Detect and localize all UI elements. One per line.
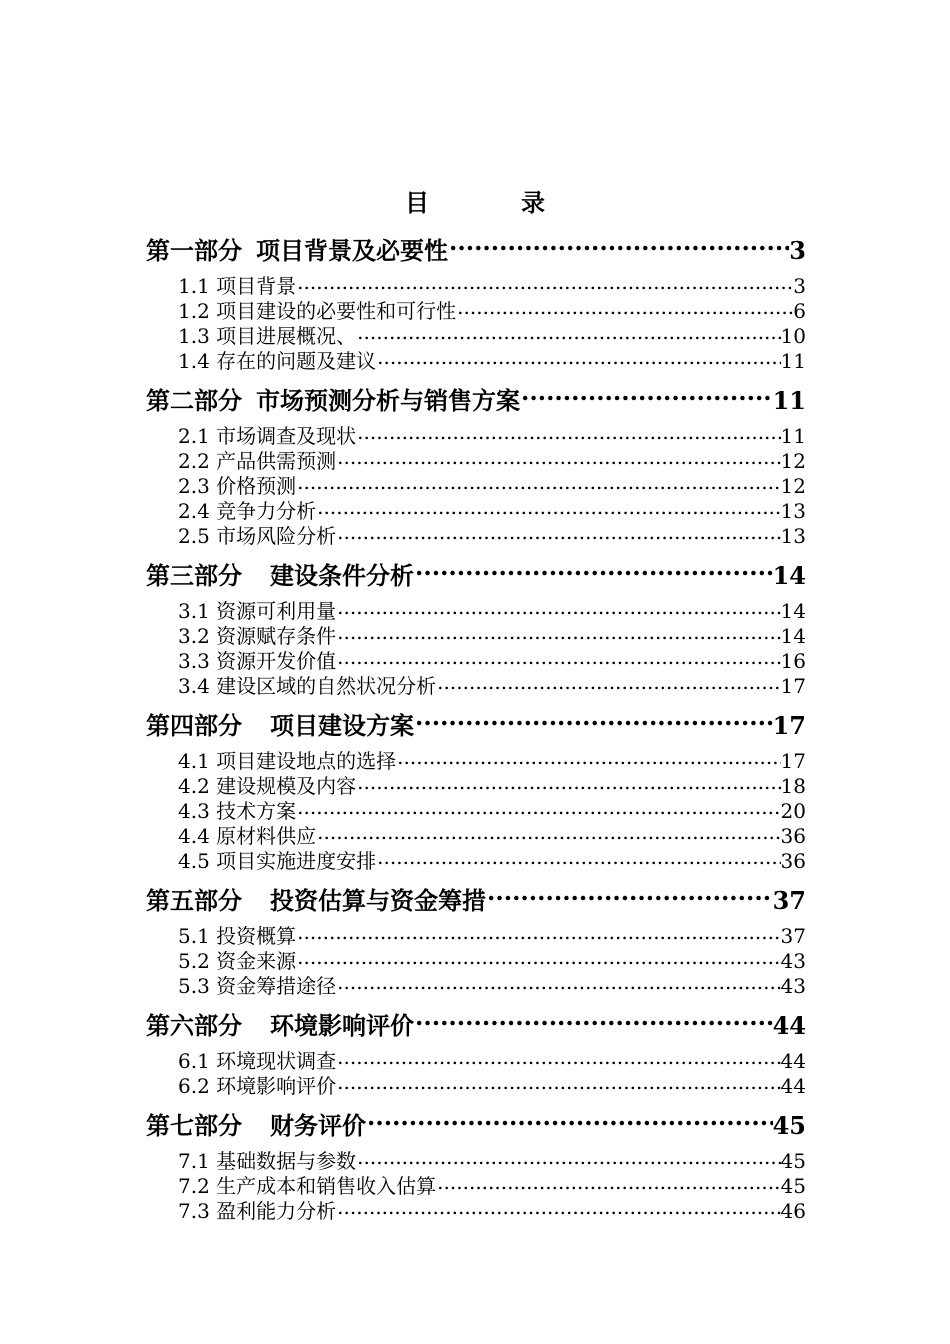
toc-section-entry[interactable] [178, 349, 806, 374]
toc-section-label: 3.1 资源可利用量 [178, 599, 337, 623]
toc-section-label: 7.3 盈利能力分析 [178, 1199, 337, 1223]
toc-section-entry[interactable] [178, 1199, 806, 1224]
dot-leader [366, 1105, 773, 1147]
toc-section-entry[interactable] [178, 749, 806, 774]
toc-page-number: 14 [780, 624, 806, 648]
toc-section-label: 3.3 资源开发价值 [178, 649, 337, 673]
toc-section-list [146, 1049, 806, 1099]
toc-section-label: 7.1 基础数据与参数 [178, 1149, 357, 1173]
dot-leader [336, 1199, 780, 1224]
toc-page-number: 44 [780, 1049, 806, 1073]
toc-part-number: 第六部分 [146, 1011, 242, 1040]
toc-section-entry[interactable] [178, 449, 806, 474]
toc-page-number: 43 [780, 974, 806, 998]
toc-section-entry[interactable] [178, 624, 806, 649]
toc-section-entry[interactable] [178, 424, 806, 449]
dot-leader [296, 924, 780, 949]
table-of-contents [146, 228, 806, 1228]
dot-leader [336, 1074, 780, 1099]
toc-page-number: 6 [793, 299, 806, 323]
toc-part-heading[interactable] [146, 1003, 806, 1047]
toc-part [146, 703, 806, 874]
toc-page-number: 16 [780, 649, 806, 673]
dot-leader [486, 880, 773, 922]
toc-part-heading[interactable] [146, 378, 806, 422]
toc-section-label: 2.5 市场风险分析 [178, 524, 337, 548]
toc-page-number: 14 [780, 599, 806, 623]
toc-section-entry[interactable] [178, 774, 806, 799]
dot-leader [356, 324, 780, 349]
dot-leader [296, 274, 793, 299]
dot-leader [376, 849, 780, 874]
toc-page-number: 13 [780, 524, 806, 548]
dot-leader [396, 749, 780, 774]
toc-page-number: 11 [772, 386, 806, 415]
toc-section-label: 3.2 资源赋存条件 [178, 624, 337, 648]
toc-section-label: 2.4 竞争力分析 [178, 499, 317, 523]
toc-section-entry[interactable] [178, 649, 806, 674]
toc-part-name: 市场预测分析与销售方案 [256, 386, 520, 415]
toc-page-number: 36 [780, 824, 806, 848]
toc-page-number: 44 [780, 1074, 806, 1098]
toc-section-label: 5.3 资金筹措途径 [178, 974, 337, 998]
dot-leader [414, 555, 773, 597]
toc-part-heading[interactable] [146, 553, 806, 597]
dot-leader [296, 799, 780, 824]
dot-leader [316, 499, 780, 524]
toc-section-label: 3.4 建设区域的自然状况分析 [178, 674, 437, 698]
toc-page-number: 11 [780, 424, 806, 448]
toc-part-name: 投资估算与资金筹措 [270, 886, 486, 915]
toc-page-number: 17 [772, 711, 806, 740]
toc-part-name: 财务评价 [270, 1111, 366, 1140]
toc-section-entry[interactable] [178, 499, 806, 524]
toc-part-label [146, 880, 486, 922]
toc-page-number: 43 [780, 949, 806, 973]
toc-section-entry[interactable] [178, 324, 806, 349]
toc-part-number: 第二部分 [146, 386, 242, 415]
toc-part [146, 553, 806, 699]
toc-page-number: 45 [772, 1111, 806, 1140]
toc-section-entry[interactable] [178, 949, 806, 974]
dot-leader [336, 524, 780, 549]
toc-part-label [146, 230, 448, 272]
toc-section-entry[interactable] [178, 524, 806, 549]
toc-page-number: 17 [780, 749, 806, 773]
toc-section-list [146, 924, 806, 999]
dot-leader [448, 230, 789, 272]
toc-page-number: 14 [772, 561, 806, 590]
toc-page-number: 45 [780, 1149, 806, 1173]
toc-part-heading[interactable] [146, 1103, 806, 1147]
toc-section-label: 4.1 项目建设地点的选择 [178, 749, 397, 773]
toc-section-label: 2.3 价格预测 [178, 474, 297, 498]
dot-leader [336, 624, 780, 649]
dot-leader [520, 380, 773, 422]
toc-section-entry[interactable] [178, 799, 806, 824]
toc-section-entry[interactable] [178, 1074, 806, 1099]
toc-section-label: 2.1 市场调查及现状 [178, 424, 357, 448]
toc-page-number: 20 [780, 799, 806, 823]
toc-section-label: 7.2 生产成本和销售收入估算 [178, 1174, 437, 1198]
dot-leader [436, 674, 780, 699]
toc-part [146, 1103, 806, 1224]
toc-page-number: 17 [780, 674, 806, 698]
dot-leader [336, 974, 780, 999]
toc-part [146, 378, 806, 549]
toc-section-entry[interactable] [178, 299, 806, 324]
toc-part-label [146, 1105, 366, 1147]
toc-section-label: 4.2 建设规模及内容 [178, 774, 357, 798]
dot-leader [376, 349, 780, 374]
toc-section-label: 1.2 项目建设的必要性和可行性 [178, 299, 457, 323]
toc-part-number: 第七部分 [146, 1111, 242, 1140]
toc-part [146, 1003, 806, 1099]
toc-section-label: 6.2 环境影响评价 [178, 1074, 337, 1098]
toc-section-label: 4.3 技术方案 [178, 799, 297, 823]
toc-part-label [146, 705, 414, 747]
dot-leader [456, 299, 793, 324]
toc-page-number: 10 [780, 324, 806, 348]
toc-section-label: 1.1 项目背景 [178, 274, 297, 298]
toc-part-name: 建设条件分析 [270, 561, 414, 590]
toc-section-entry[interactable] [178, 474, 806, 499]
toc-part-heading[interactable] [146, 703, 806, 747]
toc-section-entry[interactable] [178, 674, 806, 699]
toc-section-entry[interactable] [178, 924, 806, 949]
toc-section-list [146, 424, 806, 549]
toc-part-number: 第四部分 [146, 711, 242, 740]
toc-page-number: 18 [780, 774, 806, 798]
toc-part-label [146, 1005, 414, 1047]
toc-section-list [146, 599, 806, 699]
toc-section-entry[interactable] [178, 1049, 806, 1074]
toc-part-number: 第一部分 [146, 236, 242, 265]
toc-section-entry[interactable] [178, 274, 806, 299]
toc-section-label: 1.4 存在的问题及建议 [178, 349, 377, 373]
toc-part-number: 第三部分 [146, 561, 242, 590]
toc-section-label: 2.2 产品供需预测 [178, 449, 337, 473]
toc-page-number: 37 [772, 886, 806, 915]
toc-section-entry[interactable] [178, 599, 806, 624]
toc-page-number: 46 [780, 1199, 806, 1223]
toc-part-label [146, 555, 414, 597]
toc-section-entry[interactable] [178, 974, 806, 999]
toc-section-list [146, 749, 806, 874]
toc-section-label: 5.2 资金来源 [178, 949, 297, 973]
dot-leader [296, 474, 780, 499]
dot-leader [436, 1174, 780, 1199]
toc-page-number: 3 [793, 274, 806, 298]
toc-page-number: 12 [780, 449, 806, 473]
toc-part-name: 项目建设方案 [270, 711, 414, 740]
dot-leader [336, 1049, 780, 1074]
dot-leader [356, 1149, 780, 1174]
dot-leader [336, 449, 780, 474]
toc-section-list [146, 1149, 806, 1224]
dot-leader [414, 1005, 773, 1047]
dot-leader [356, 424, 780, 449]
toc-section-label: 6.1 环境现状调查 [178, 1049, 337, 1073]
dot-leader [316, 824, 780, 849]
toc-page-number: 12 [780, 474, 806, 498]
toc-part-label [146, 380, 520, 422]
dot-leader [296, 949, 780, 974]
toc-page-number: 36 [780, 849, 806, 873]
toc-section-entry[interactable] [178, 1149, 806, 1174]
toc-section-entry[interactable] [178, 849, 806, 874]
toc-part [146, 228, 806, 374]
toc-part-name: 环境影响评价 [270, 1011, 414, 1040]
dot-leader [414, 705, 773, 747]
toc-section-list [146, 274, 806, 374]
toc-section-label: 4.4 原材料供应 [178, 824, 317, 848]
toc-part-heading[interactable] [146, 228, 806, 272]
toc-section-entry[interactable] [178, 824, 806, 849]
toc-part-name: 项目背景及必要性 [256, 236, 448, 265]
toc-section-entry[interactable] [178, 1174, 806, 1199]
toc-page-number: 13 [780, 499, 806, 523]
dot-leader [336, 649, 780, 674]
toc-section-label: 1.3 项目进展概况、 [178, 324, 357, 348]
toc-part-number: 第五部分 [146, 886, 242, 915]
toc-part [146, 878, 806, 999]
toc-section-label: 4.5 项目实施进度安排 [178, 849, 377, 873]
toc-page-number: 44 [772, 1011, 806, 1040]
toc-section-label: 5.1 投资概算 [178, 924, 297, 948]
toc-part-heading[interactable] [146, 878, 806, 922]
toc-page-number: 45 [780, 1174, 806, 1198]
toc-page-number: 37 [780, 924, 806, 948]
dot-leader [336, 599, 780, 624]
dot-leader [356, 774, 780, 799]
toc-title: 目 录 [405, 188, 579, 217]
toc-page-number: 11 [780, 349, 806, 373]
toc-page-number: 3 [789, 236, 806, 265]
